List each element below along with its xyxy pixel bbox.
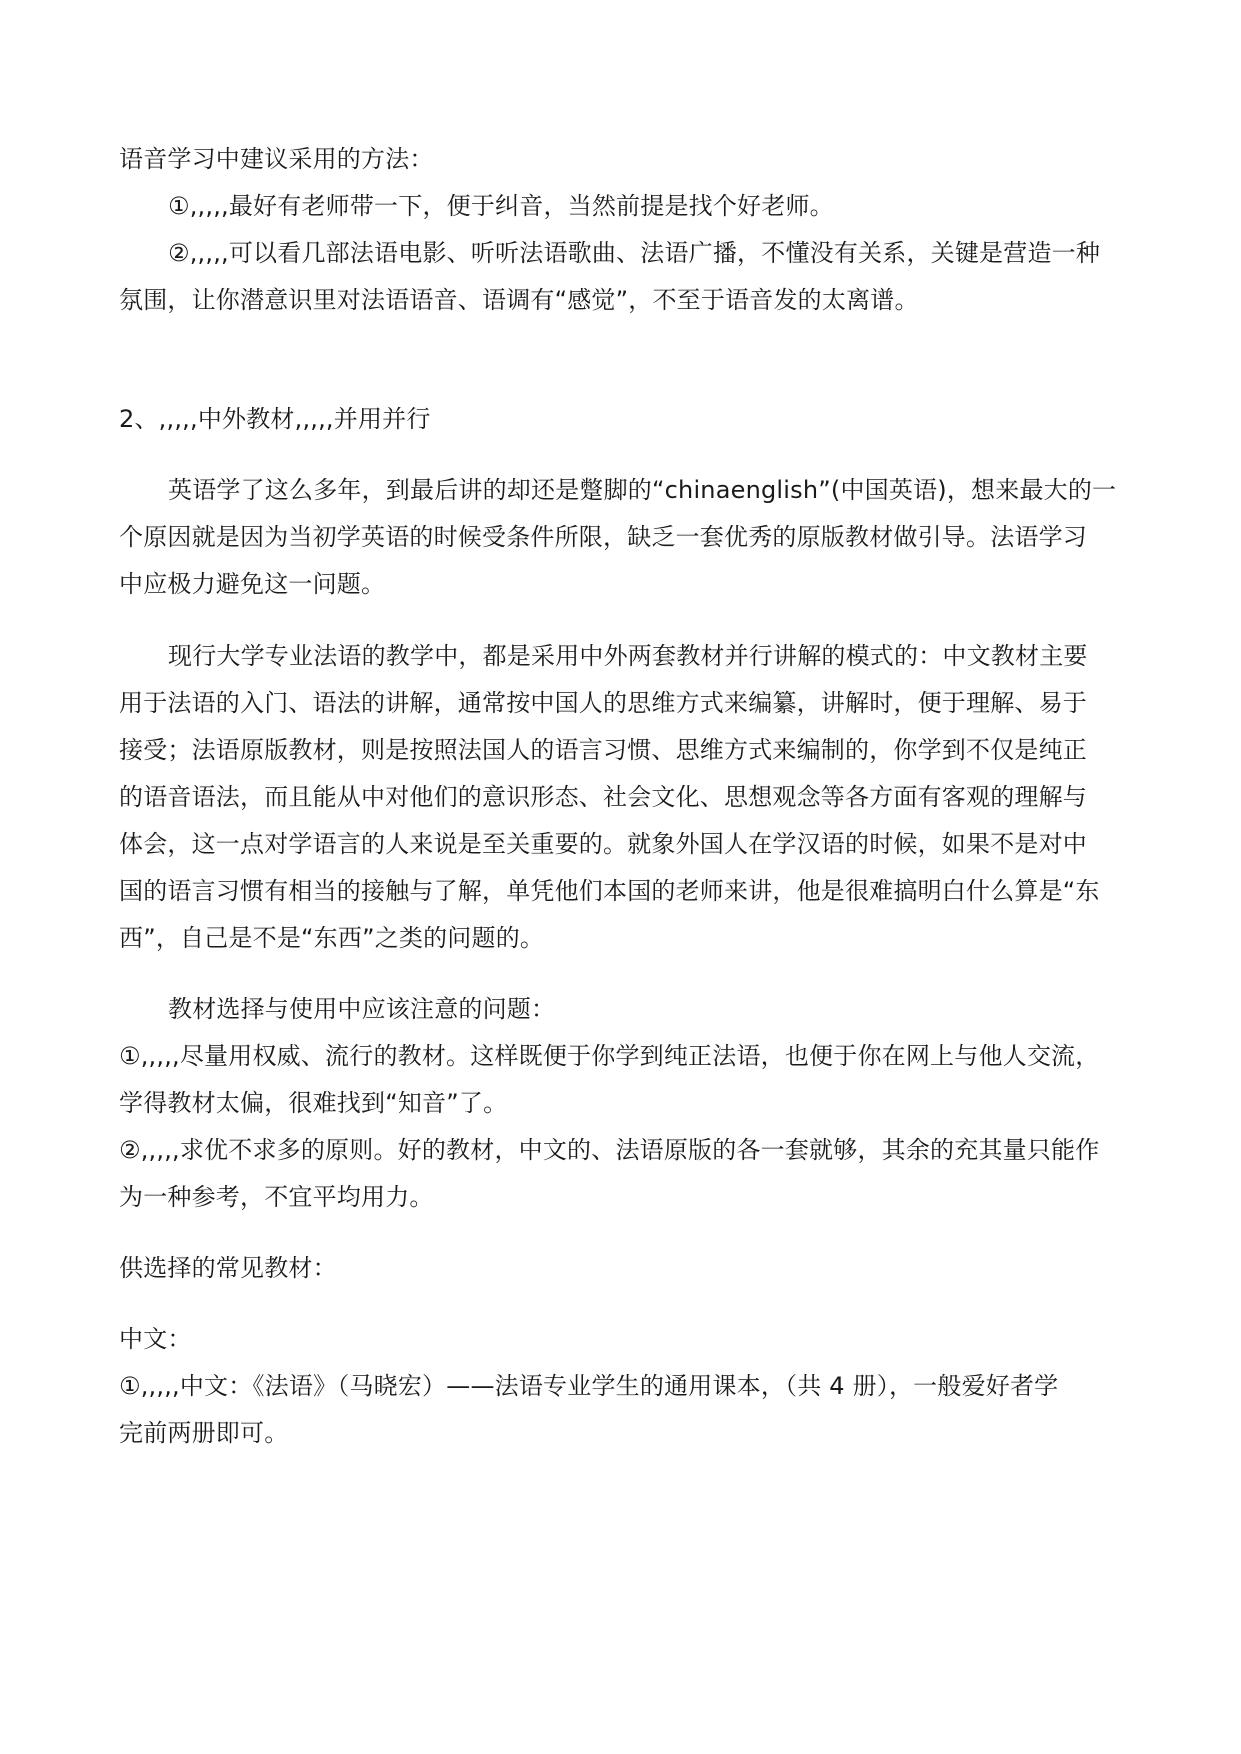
section-heading: 2、,,,,,中外教材,,,,,并用并行 bbox=[119, 405, 431, 433]
text-line: 西”，自己是不是“东西”之类的问题的。 bbox=[119, 924, 545, 952]
text-line: 中文： bbox=[119, 1325, 192, 1353]
text-line: 语音学习中建议采用的方法： bbox=[119, 145, 434, 173]
text-line: 用于法语的入门、语法的讲解，通常按中国人的思维方式来编纂，讲解时，便于理解、易于 bbox=[119, 689, 1087, 717]
text-line: ①,,,,,中文：《法语》（马晓宏）——法语专业学生的通用课本，（共 4 册），一般爱好者学 bbox=[119, 1372, 1059, 1400]
text-line: 国的语言习惯有相当的接触与了解，单凭他们本国的老师来讲，他是很难搞明白什么算是“东 bbox=[119, 877, 1100, 905]
text-line: 现行大学专业法语的教学中，都是采用中外两套教材并行讲解的模式的：中文教材主要 bbox=[168, 642, 1088, 670]
text-line: 中应极力避免这一问题。 bbox=[119, 570, 386, 598]
text-line: 英语学了这么多年，到最后讲的却还是蹩脚的“chinaenglish”(中国英语)，想来最大的一 bbox=[168, 476, 1117, 504]
text-line: ②,,,,,求优不求多的原则。好的教材，中文的、法语原版的各一套就够，其余的充其量只能作 bbox=[119, 1136, 1100, 1164]
text-line: ②,,,,,可以看几部法语电影、听听法语歌曲、法语广播，不懂没有关系，关键是营造一种 bbox=[168, 239, 1101, 267]
text-line: 为一种参考，不宜平均用力。 bbox=[119, 1183, 434, 1211]
text-line: 完前两册即可。 bbox=[119, 1419, 289, 1447]
text-line: ①,,,,,最好有老师带一下，便于纠音，当然前提是找个好老师。 bbox=[168, 192, 834, 220]
text-line: 的语音语法，而且能从中对他们的意识形态、社会文化、思想观念等各方面有客观的理解与 bbox=[119, 783, 1087, 811]
text-line: 教材选择与使用中应该注意的问题： bbox=[168, 995, 556, 1023]
text-line: ①,,,,,尽量用权威、流行的教材。这样既便于你学到纯正法语，也便于你在网上与他人交流， bbox=[119, 1042, 1100, 1070]
text-line: 体会，这一点对学语言的人来说是至关重要的。就象外国人在学汉语的时候，如果不是对中 bbox=[119, 830, 1087, 858]
text-line: 接受；法语原版教材，则是按照法国人的语言习惯、思维方式来编制的，你学到不仅是纯正 bbox=[119, 736, 1087, 764]
text-line: 个原因就是因为当初学英语的时候受条件所限，缺乏一套优秀的原版教材做引导。法语学习 bbox=[119, 523, 1087, 551]
text-line: 学得教材太偏，很难找到“知音”了。 bbox=[119, 1089, 508, 1117]
text-line: 氛围，让你潜意识里对法语语音、语调有“感觉”，不至于语音发的太离谱。 bbox=[119, 286, 919, 314]
text-line: 供选择的常见教材： bbox=[119, 1254, 337, 1282]
